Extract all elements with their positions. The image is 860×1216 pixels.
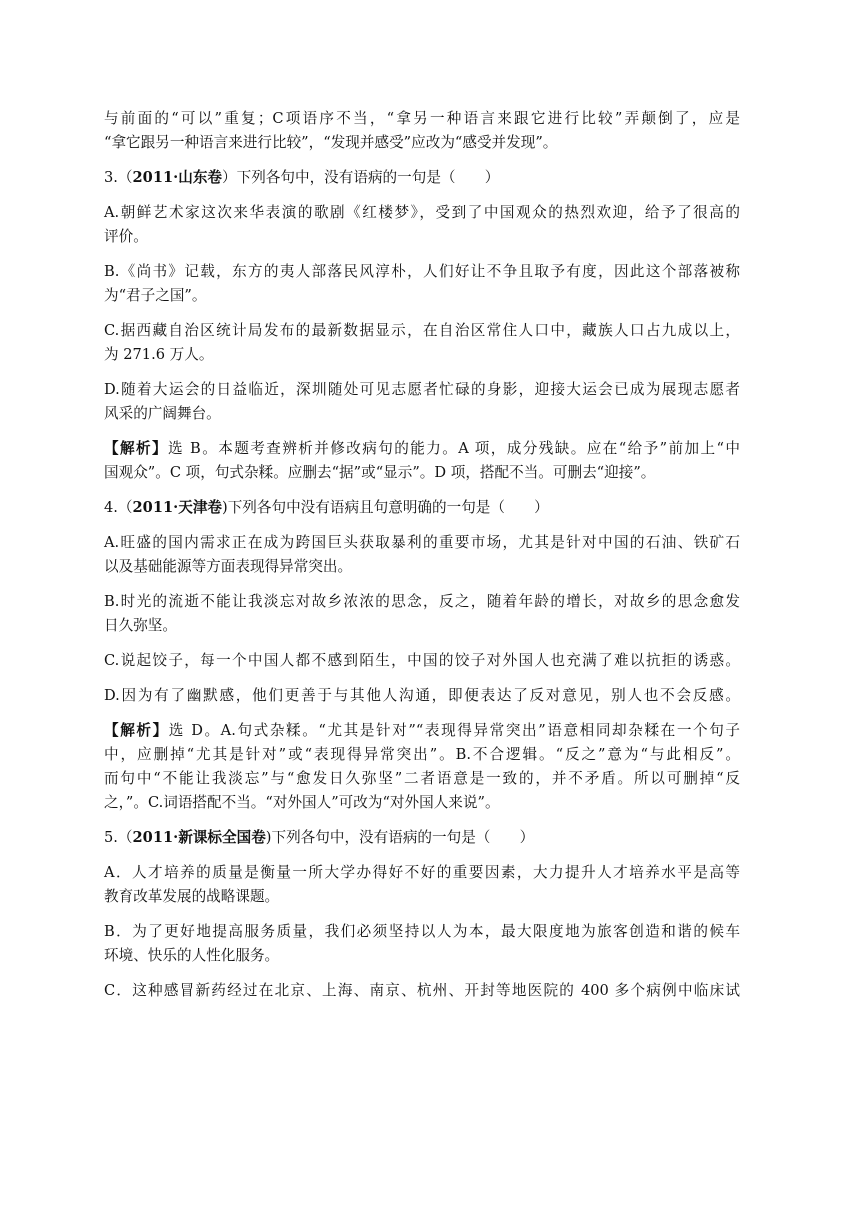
line-text: C.据西藏自治区统计局发布的最新数据显示，在自治区常住人口中，藏族人口占九成以上， [104, 322, 740, 339]
question-source: 2011·新课标全国卷 [132, 829, 266, 846]
document-body [104, 108, 740, 1015]
question-heading [104, 827, 740, 848]
question-heading [104, 497, 740, 518]
text-line [104, 685, 740, 706]
line-text: 以及基础能源等方面表现得异常突出。 [104, 558, 353, 575]
analysis-label: 【解析】 [104, 440, 169, 457]
line-text: C．这种感冒新药经过在北京、上海、南京、杭州、开封等地医院的 400 多个病例中临床试 [104, 982, 740, 999]
text-line [104, 202, 740, 223]
text-line [104, 886, 740, 907]
question-number: 5.（ [104, 829, 133, 846]
text-line [104, 462, 740, 483]
line-text: 教育改革发展的战略课题。 [104, 888, 280, 905]
text-line [104, 945, 740, 966]
line-text: C.说起饺子，每一个中国人都不感到陌生，中国的饺子对外国人也充满了难以抗拒的诱惑。 [104, 652, 740, 669]
text-line [104, 980, 740, 1001]
line-text: 之，”。C.词语搭配不当。“对外国人”可改为“对外国人来说”。 [104, 794, 500, 811]
text-line [104, 226, 740, 247]
line-text: 风采的广阔舞台。 [104, 405, 221, 422]
line-text: 与前面的“可以”重复；C项语序不当，“拿另一种语言来跟它进行比较”弄颠倒了，应是 [104, 110, 740, 127]
text-line [104, 132, 740, 153]
text-line [104, 615, 740, 636]
line-text: A.旺盛的国内需求正在成为跨国巨头获取暴利的重要市场，尤其是针对中国的石油、铁矿石 [104, 534, 740, 551]
text-line [104, 650, 740, 671]
line-text: B．为了更好地提高服务质量，我们必须坚持以人为本，最大限度地为旅客创造和谐的候车 [104, 923, 740, 940]
text-line [104, 108, 740, 129]
line-text: B.时光的流逝不能让我淡忘对故乡浓浓的思念，反之，随着年龄的增长，对故乡的思念愈发 [104, 593, 740, 610]
line-text: 为“君子之国”。 [104, 287, 207, 304]
text-line [104, 344, 740, 365]
line-text: 而句中“不能让我淡忘”与“愈发日久弥坚”二者语意是一致的，并不矛盾。所以可删掉“反 [104, 770, 740, 787]
question-prompt: )下列各句中没有语病且句意明确的一句是（ ） [222, 499, 549, 516]
text-line [104, 320, 740, 341]
text-line [104, 285, 740, 306]
line-text: D.随着大运会的日益临近，深圳随处可见志愿者忙碌的身影，迎接大运会已成为展现志愿者 [104, 381, 740, 398]
analysis-label: 【解析】 [104, 722, 169, 739]
question-prompt: ）下列各句中，没有语病的一句是（ ） [222, 169, 500, 186]
line-text: 环境、快乐的人性化服务。 [104, 947, 280, 964]
line-text: 日久弥坚。 [104, 617, 177, 634]
text-line [104, 261, 740, 282]
text-line [104, 591, 740, 612]
question-number: 4.（ [104, 499, 133, 516]
line-text: 中，应删掉“尤其是针对”或“表现得异常突出”。B.不合逻辑。“反之”意为“与此相反”。 [104, 746, 740, 763]
line-text: 评价。 [104, 228, 148, 245]
line-text: A．人才培养的质量是衡量一所大学办得好不好的重要因素，大力提升人才培养水平是高等 [104, 864, 740, 881]
line-text: 国观众”。C 项，句式杂糅。应删去“据”或“显示”。D 项，搭配不当。可删去“迎接”。 [104, 464, 656, 481]
analysis-line [104, 720, 740, 741]
text-line [104, 792, 740, 813]
question-heading [104, 167, 740, 188]
text-line [104, 556, 740, 577]
text-line [104, 403, 740, 424]
text-line [104, 862, 740, 883]
line-text: B.《尚书》记载，东方的夷人部落民风淳朴，人们好让不争且取予有度，因此这个部落被称 [104, 263, 740, 280]
analysis-line [104, 438, 740, 459]
line-text: 选 D。A.句式杂糅。“尤其是针对”“表现得异常突出”语意相同却杂糅在一个句子 [168, 722, 740, 739]
question-source: 2011·天津卷 [132, 499, 223, 516]
line-text: 为 271.6 万人。 [104, 346, 214, 363]
question-prompt: )下列各句中，没有语病的一句是（ ） [265, 829, 535, 846]
text-line [104, 379, 740, 400]
text-line [104, 532, 740, 553]
text-line [104, 768, 740, 789]
question-source: 2011·山东卷 [132, 169, 223, 186]
line-text: D.因为有了幽默感，他们更善于与其他人沟通，即便表达了反对意见，别人也不会反感。 [104, 687, 740, 704]
line-text: “拿它跟另一种语言来进行比较”，“发现并感受”应改为“感受并发现”。 [104, 134, 558, 151]
text-line [104, 921, 740, 942]
text-line [104, 744, 740, 765]
line-text: A.朝鲜艺术家这次来华表演的歌剧《红楼梦》，受到了中国观众的热烈欢迎，给予了很高的 [104, 204, 740, 221]
line-text: 选 B。本题考查辨析并修改病句的能力。A 项，成分残缺。应在“给予”前加上“中 [168, 440, 740, 457]
question-number: 3.（ [104, 169, 133, 186]
